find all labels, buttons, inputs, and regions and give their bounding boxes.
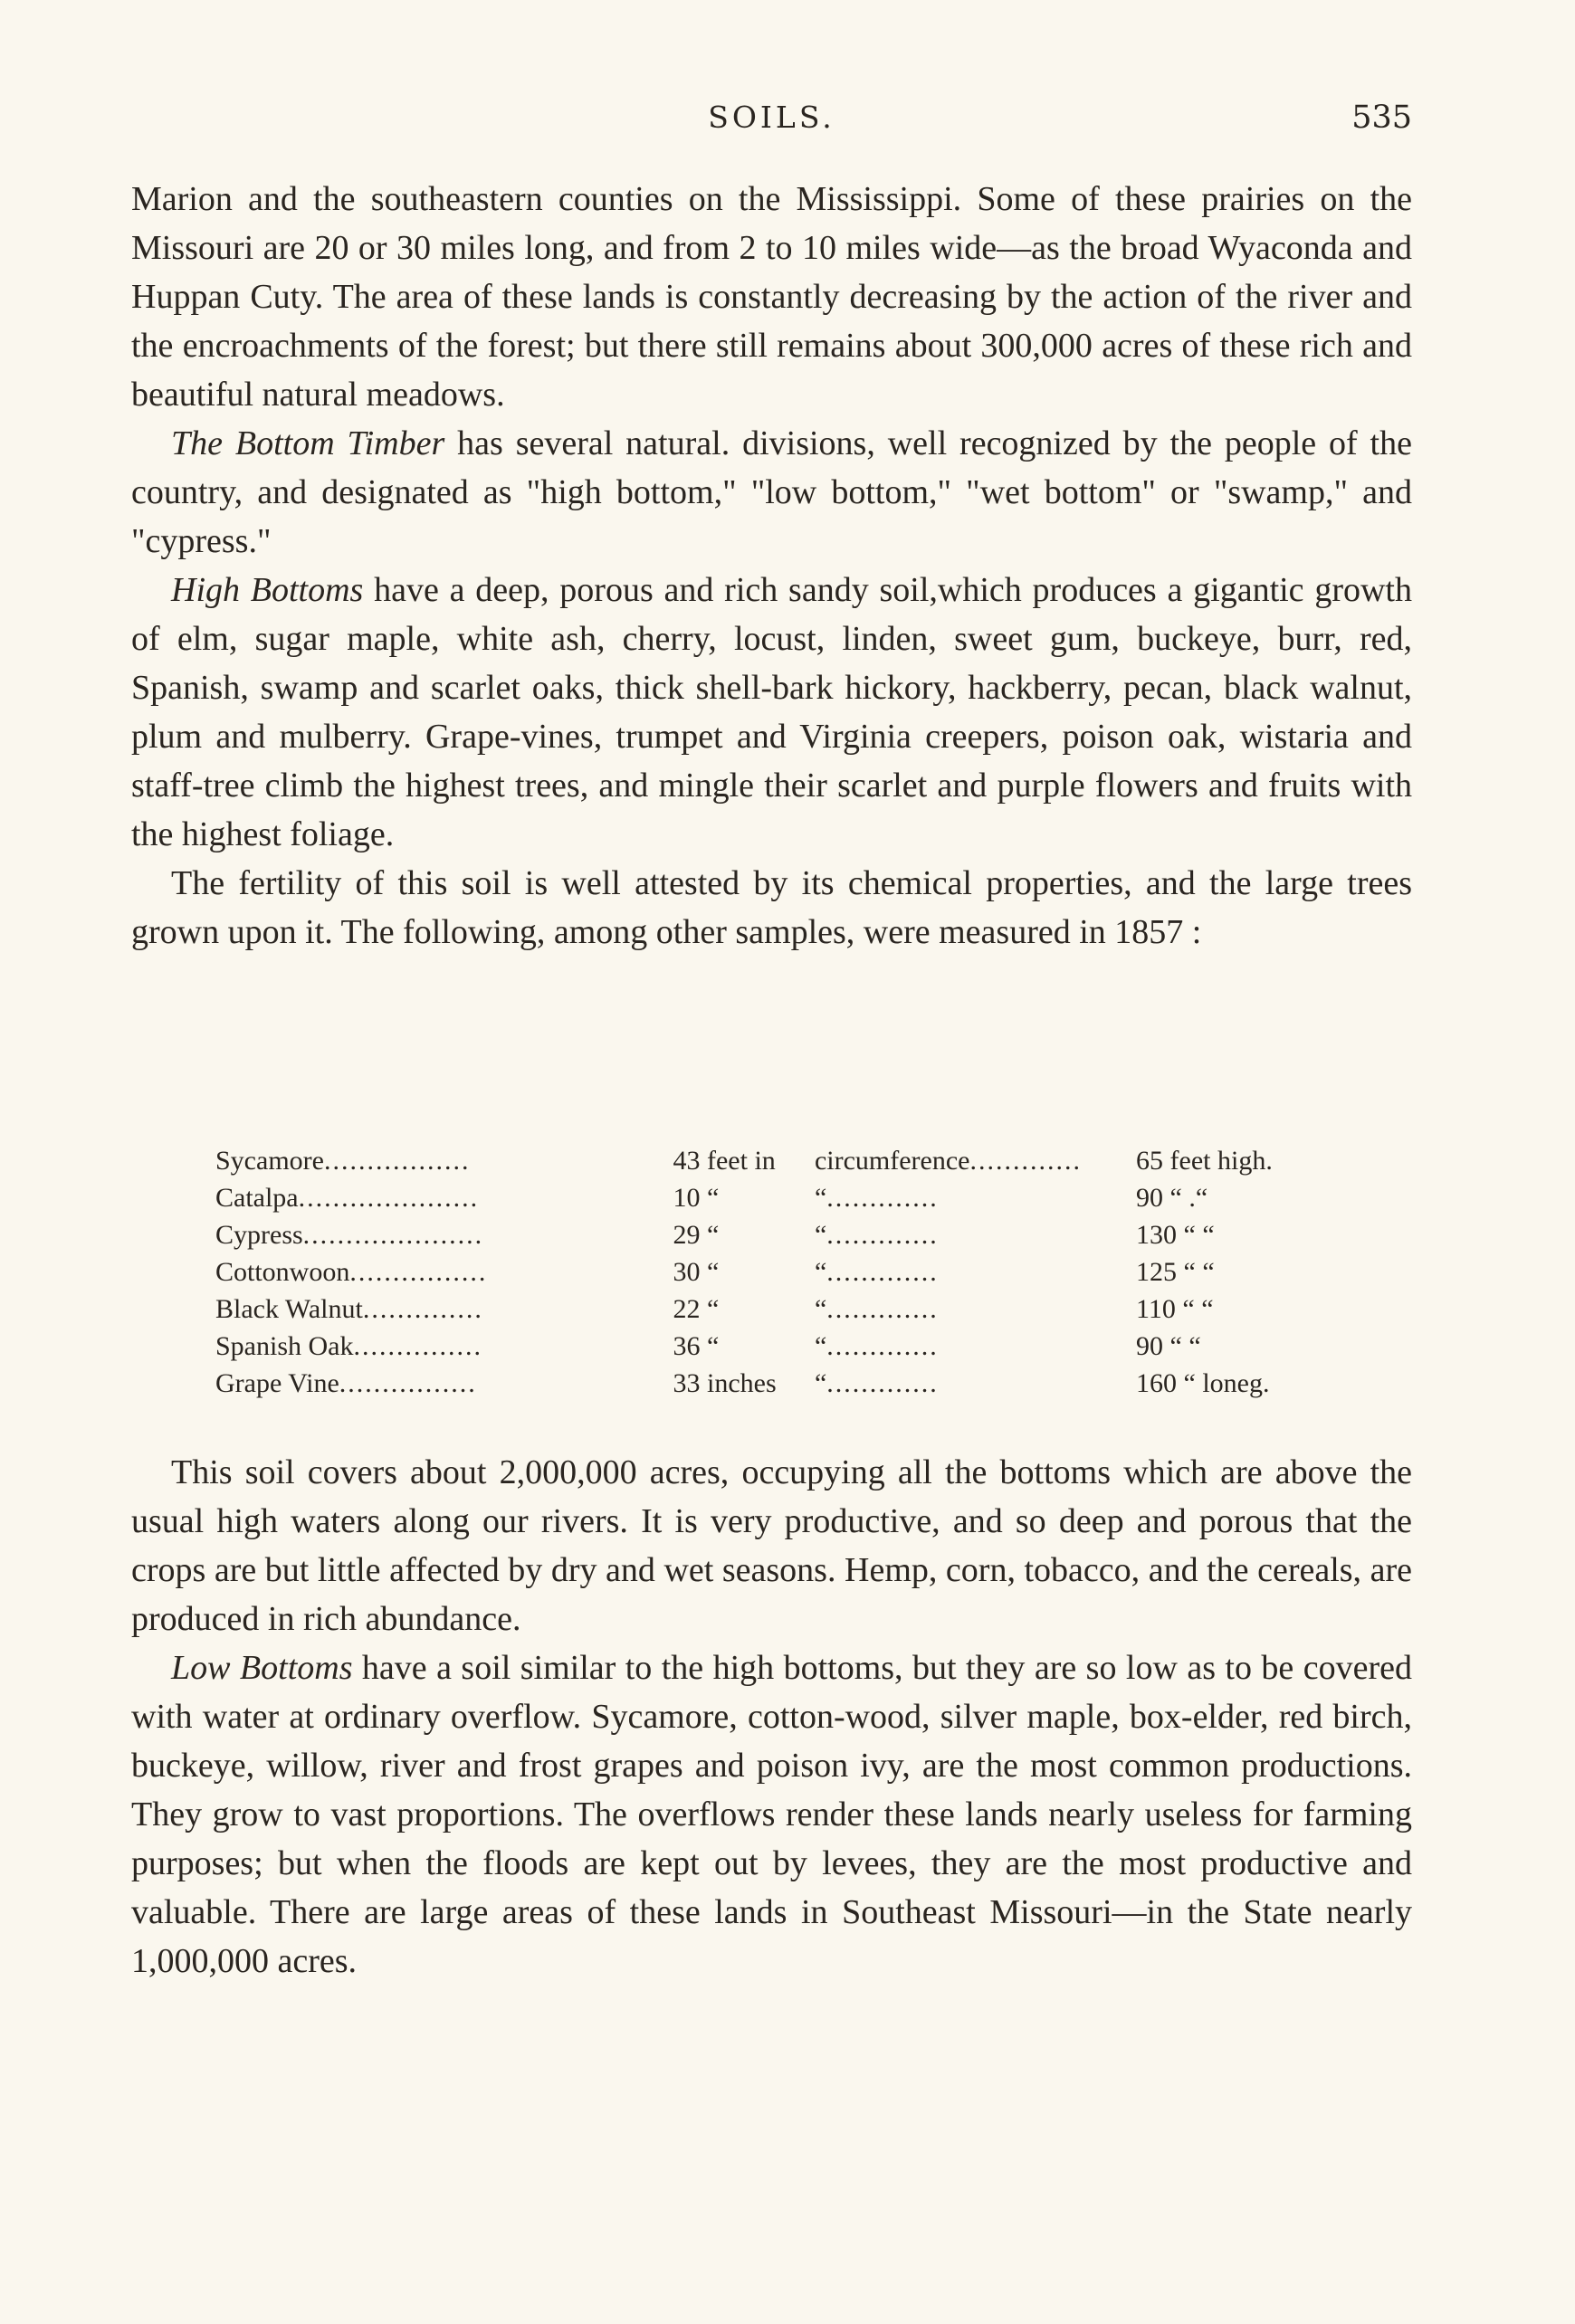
paragraph-bottom-timber [131, 419, 1412, 566]
tree-measurements-table [215, 1142, 1419, 1402]
tree-unit-cell: “............. [814, 1257, 939, 1287]
page-number: 535 [1351, 100, 1412, 136]
paragraph-fertility [131, 859, 1412, 957]
table-row [215, 1216, 1419, 1253]
running-title: SOILS. [708, 100, 835, 135]
paragraph-soil-covers [131, 1448, 1412, 1643]
tree-height-cell: 130 “ “ [1136, 1220, 1215, 1250]
tree-name-cell: Spanish Oak............... [215, 1331, 482, 1361]
paragraph-text: Marion and the southeastern counties on the Mississippi. Some of these prairies on the Missouri are 20 or 30 miles long, and from 2 to 10 miles wide—as the broad Wyaconda and Huppan Cuty. The area of these lands is constantly decreasing by the action of the river and the encroachments of the forest; but there still remains about 300,000 acres of these rich and beautiful natural meadows. [131, 180, 1412, 414]
tree-unit-cell: “............. [814, 1368, 939, 1398]
paragraph-marion [131, 175, 1412, 419]
tree-size-cell: 22 “ [673, 1294, 720, 1324]
tree-unit-cell: “............. [814, 1331, 939, 1361]
tree-name-cell: Cottonwoon................ [215, 1257, 488, 1287]
tree-height-cell: 90 “ “ [1136, 1331, 1201, 1361]
table-row [215, 1328, 1419, 1365]
paragraph-text: have a soil similar to the high bottoms, but they are so low as to be covered with water at ordinary overflow. Sycamore, cotton-wood, silver maple, box-elder, red birch, buckeye, willow, river and frost grapes and poison ivy, are the most common productions. They grow to vast proportions. The overflows render these lands nearly useless for farming purposes; but when the floods are kept out by levees, they are the most productive and valuable. There are large areas of these lands in Southeast Missouri—in the State nearly 1,000,000 acres. [131, 1649, 1412, 1980]
tree-unit-cell: “............. [814, 1294, 939, 1324]
tree-name-cell: Black Walnut.............. [215, 1294, 483, 1324]
tree-height-cell: 65 feet high. [1136, 1146, 1273, 1176]
running-head [131, 100, 1412, 154]
tree-height-cell: 90 “ .“ [1136, 1183, 1208, 1213]
table-row [215, 1253, 1419, 1291]
tree-name-cell: Cypress..................... [215, 1220, 484, 1250]
tree-size-cell: 30 “ [673, 1257, 720, 1287]
paragraph-lead: Low Bottoms [171, 1649, 353, 1687]
paragraph-low-bottoms [131, 1643, 1412, 1986]
tree-name-cell: Sycamore................. [215, 1146, 471, 1176]
paragraph-text: have a deep, porous and rich sandy soil,which produces a gigantic growth of elm, sugar maple, white ash, cherry, locust, linden, sweet gum, buckeye, burr, red, Spanish, swamp and scarlet oaks, thick shell-bark hickory, hackberry, pecan, black walnut, plum and mulberry. Grape-vines, trumpet and Virginia creepers, poison oak, wistaria and staff-tree climb the highest trees, and mingle their scarlet and purple flowers and fruits with the highest foliage. [131, 571, 1412, 853]
text-block-bottom [131, 1448, 1412, 1986]
tree-height-cell: 110 “ “ [1136, 1294, 1214, 1324]
tree-size-cell: 10 “ [673, 1183, 720, 1213]
tree-size-cell: 36 “ [673, 1331, 720, 1361]
tree-size-cell: 43 feet in [673, 1146, 776, 1176]
table-row [215, 1365, 1419, 1402]
text-block-top [131, 175, 1412, 957]
table-row [215, 1291, 1419, 1328]
tree-unit-cell: “............. [814, 1183, 939, 1213]
paragraph-high-bottoms [131, 566, 1412, 859]
tree-height-cell: 125 “ “ [1136, 1257, 1215, 1287]
tree-size-cell: 29 “ [673, 1220, 720, 1250]
paragraph-lead: High Bottoms [171, 571, 364, 609]
paragraph-text: This soil covers about 2,000,000 acres, occupying all the bottoms which are above the usual high waters along our rivers. It is very productive, and so deep and porous that the crops are but little affected by dry and wet seasons. Hemp, corn, tobacco, and the cereals, are produced in rich abundance. [131, 1453, 1412, 1638]
table-row [215, 1179, 1419, 1216]
paragraph-text: has several natural. divisions, well recognized by the people of the country, and designated as "high bottom," "low bottom," "wet bottom" or "swamp," and "cypress." [131, 424, 1412, 560]
tree-name-cell: Grape Vine................ [215, 1368, 477, 1398]
tree-size-cell: 33 inches [673, 1368, 777, 1398]
tree-unit-cell: circumference............. [814, 1146, 1082, 1176]
paragraph-text: The fertility of this soil is well attested by its chemical properties, and the large trees grown upon it. The following, among other samples, were measured in 1857 : [131, 864, 1412, 951]
tree-unit-cell: “............. [814, 1220, 939, 1250]
tree-name-cell: Catalpa..................... [215, 1183, 480, 1213]
tree-height-cell: 160 “ loneg. [1136, 1368, 1270, 1398]
table-row [215, 1142, 1419, 1179]
paragraph-lead: The Bottom Timber [171, 424, 445, 462]
